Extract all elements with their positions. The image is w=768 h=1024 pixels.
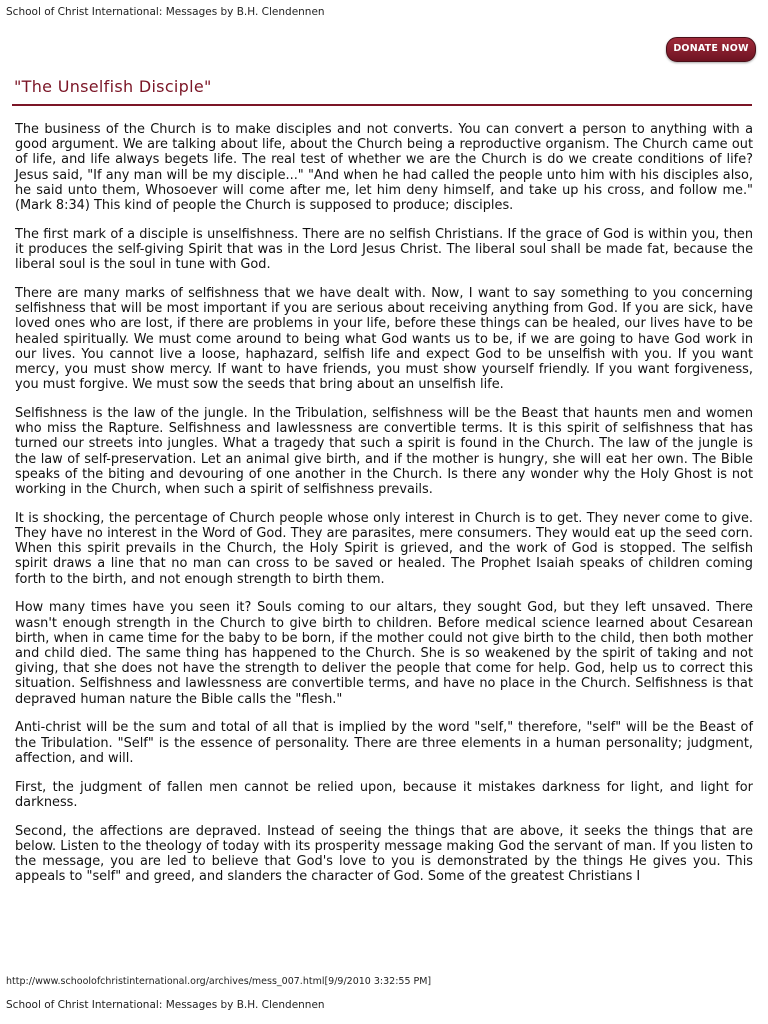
- article-paragraph: Selfishness is the law of the jungle. In the Tribulation, selfishness will be the Beast that haunts men and women who miss the Rapture. Selfishness and lawlessness are convertible terms. It is this spirit of selfishness that has turned our streets into jungles. What a tragedy that such a spirit is found in the Church. The law of the jungle is the law of self-preservation. Let an animal give birth, and if the mother is hungry, she will eat her own. The Bible speaks of the biting and devouring of one another in the Church. Is there any wonder why the Holy Ghost is not working in the Church, when such a spirit of selfishness prevails.: [15, 406, 753, 498]
- title-divider: [12, 104, 752, 106]
- article-body: [15, 122, 753, 898]
- article-paragraph: Second, the affections are depraved. Instead of seeing the things that are above, it seeks the things that are below. Listen to the theology of today with its prosperity message making God the servant of man. If you listen to the message, you are led to believe that God's love to you is demonstrated by the things He gives you. This appeals to "self" and greed, and slanders the character of God. Some of the greatest Christians I: [15, 823, 753, 885]
- page-title: "The Unselfish Disciple": [14, 77, 212, 96]
- article-paragraph: First, the judgment of fallen men cannot be relied upon, because it mistakes darkness for light, and light for darkness.: [15, 779, 753, 810]
- article-paragraph: It is shocking, the percentage of Church people whose only interest in Church is to get. They never come to give. They have no interest in the Word of God. They are parasites, mere consumers. They would eat up the seed corn. When this spirit prevails in the Church, the Holy Spirit is grieved, and the work of God is stopped. The selfish spirit draws a line that no man can cross to be saved or healed. The Prophet Isaiah speaks of children coming forth to the birth, and not enough strength to birth them.: [15, 510, 753, 587]
- donate-now-button[interactable]: DONATE NOW: [666, 37, 756, 62]
- article-paragraph: There are many marks of selfishness that we have dealt with. Now, I want to say something to you concerning selfishness that will be most important if you are serious about receiving anything from God. If you are sick, have loved ones who are lost, if there are problems in your life, before these things can be healed, our lives have to be healed spiritually. We must come around to being what God wants us to be, if we are going to have God work in our lives. You cannot live a loose, haphazard, selfish life and expect God to be unselfish with you. If you want mercy, you must show mercy. If want to have friends, you must show yourself friendly. If you want forgiveness, you must forgive. We must sow the seeds that bring about an unselfish life.: [15, 286, 753, 393]
- footer-url: http://www.schoolofchristinternational.org/archives/mess_007.html[9/9/2010 3:32:55 PM]: [6, 976, 432, 987]
- article-paragraph: The first mark of a disciple is unselfishness. There are no selfish Christians. If the grace of God is within you, then it produces the self-giving Spirit that was in the Lord Jesus Christ. The liberal soul shall be made fat, because the liberal soul is the soul in tune with God.: [15, 226, 753, 273]
- footer-site-title: School of Christ International: Messages by B.H. Clendennen: [6, 999, 325, 1011]
- article-paragraph: Anti-christ will be the sum and total of all that is implied by the word "self," therefore, "self" will be the Beast of the Tribulation. "Self" is the essence of personality. There are three elements in a human personality; judgment, affection, and will.: [15, 720, 753, 766]
- print-header: School of Christ International: Messages by B.H. Clendennen: [6, 6, 325, 18]
- article-paragraph: How many times have you seen it? Souls coming to our altars, they sought God, but they left unsaved. There wasn't enough strength in the Church to give birth to children. Before medical science learned about Cesarean birth, when in came time for the baby to be born, if the mother could not give birth to the child, then both mother and child died. The same thing has happened to the Church. She is so weakened by the spirit of taking and not giving, that she does not have the strength to deliver the people that come for help. God, help us to correct this situation. Selfishness and lawlessness are convertible terms, and have no place in the Church. Selfishness is that depraved human nature the Bible calls the "flesh.": [15, 600, 753, 707]
- article-paragraph: The business of the Church is to make disciples and not converts. You can convert a person to anything with a good argument. We are talking about life, about the Church being a reproductive organism. The Church came out of life, and life always begets life. The real test of whether we are the Church is do we create conditions of life? Jesus said, "If any man will be my disciple..." "And when he had called the people unto him with his disciples also, he said unto them, Whosoever will come after me, let him deny himself, and take up his cross, and follow me." (Mark 8:34) This kind of people the Church is supposed to produce; disciples.: [15, 122, 753, 214]
